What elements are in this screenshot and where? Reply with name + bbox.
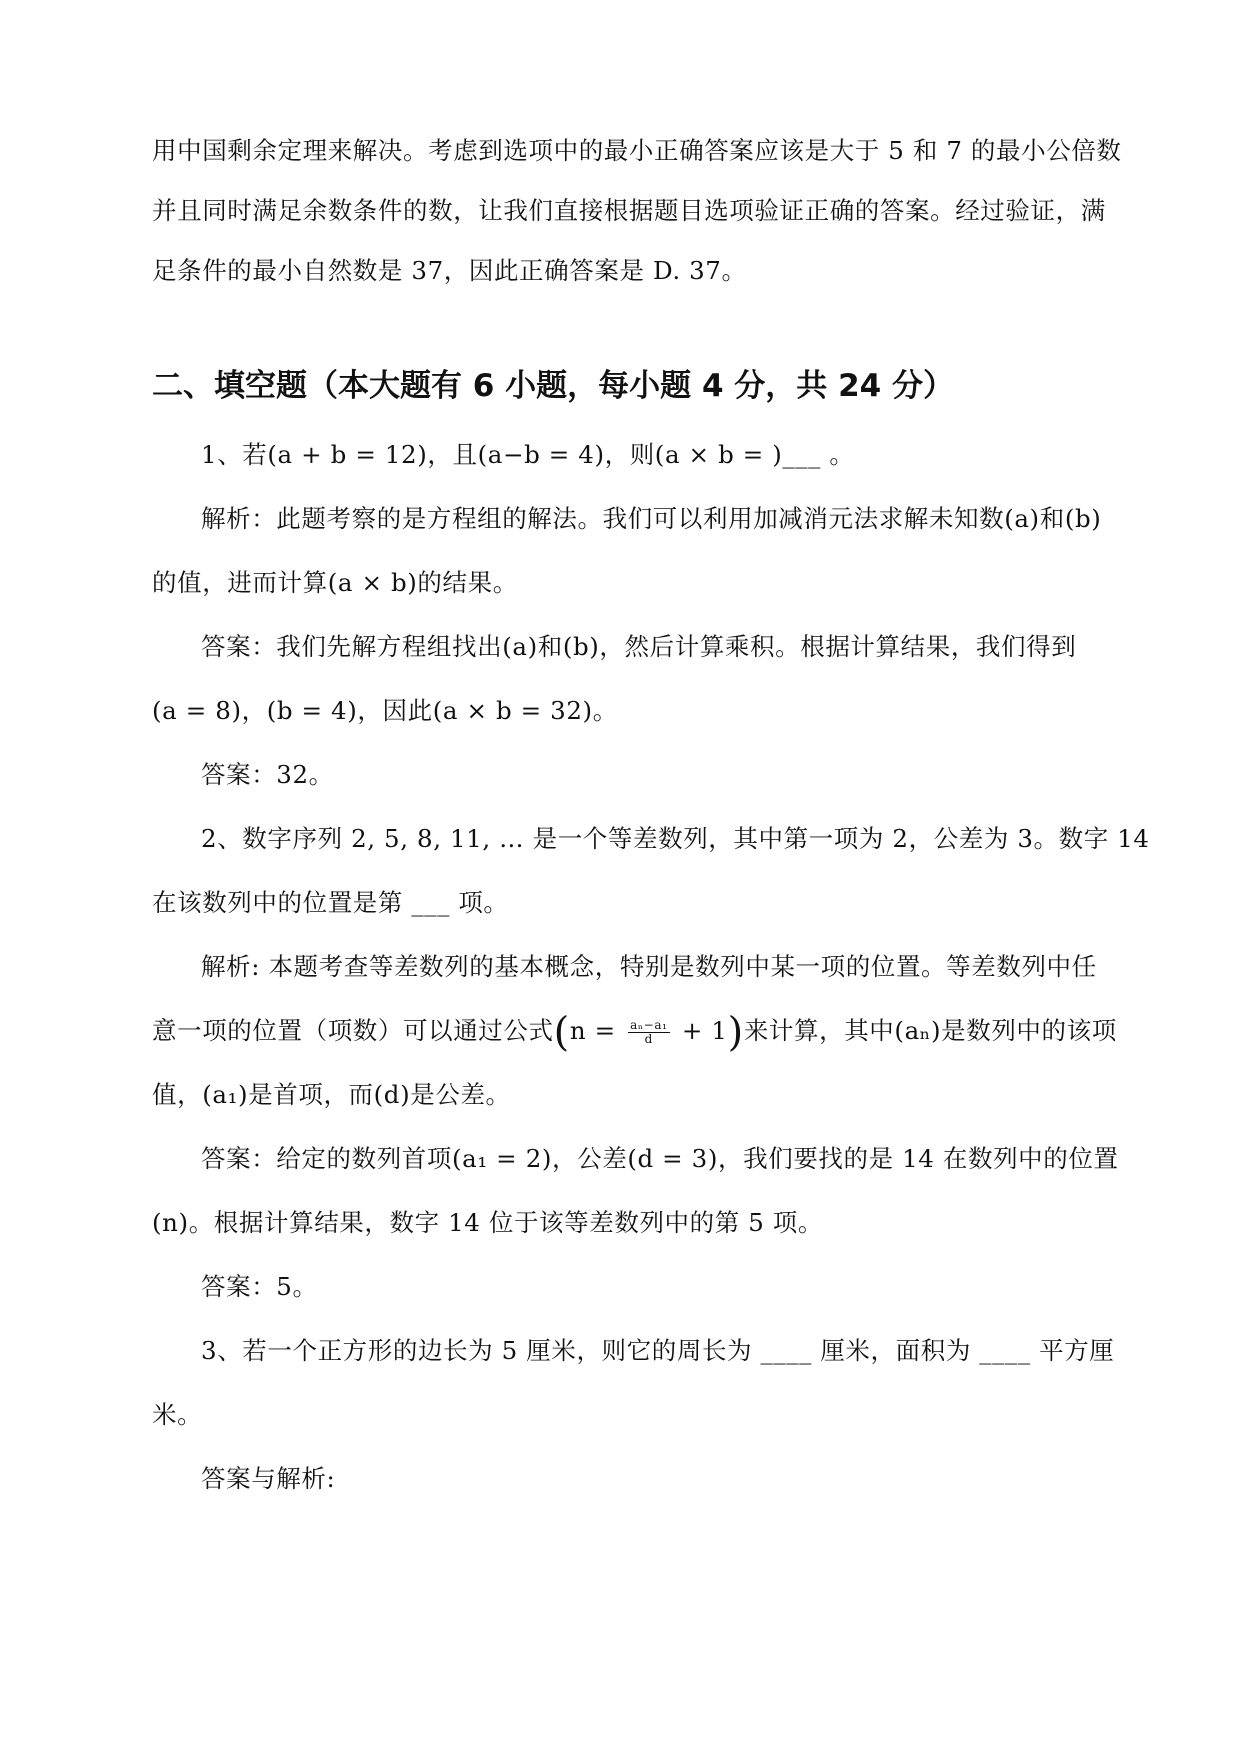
intro-line-1: 用中国剩余定理来解决。考虑到选项中的最小正确答案应该是大于 5 和 7 的最小公倍数 bbox=[152, 136, 1122, 165]
formula-n: n = bbox=[569, 1016, 625, 1045]
q2-analysis-line-3: 值，(a₁)是首项，而(d)是公差。 bbox=[152, 1080, 511, 1109]
intro-line-2: 并且同时满足余数条件的数，让我们直接根据题目选项验证正确的答案。经过验证，满 bbox=[152, 196, 1106, 225]
q2-question-line-2: 在该数列中的位置是第 ___ 项。 bbox=[152, 888, 509, 917]
q3-question-line-1: 3、若一个正方形的边长为 5 厘米，则它的周长为 ____ 厘米，面积为 ____ 平方厘 bbox=[201, 1336, 1115, 1365]
q3-answer-heading: 答案与解析: bbox=[201, 1464, 336, 1493]
q1-analysis-line-1: 解析：此题考察的是方程组的解法。我们可以利用加减消元法求解未知数(a)和(b) bbox=[201, 504, 1102, 533]
q2-final-answer: 答案：5。 bbox=[201, 1272, 318, 1301]
q2-analysis-line-2 bbox=[152, 1009, 1117, 1056]
q2-analysis-line-1: 解析: 本题考查等差数列的基本概念，特别是数列中某一项的位置。等差数列中任 bbox=[201, 952, 1097, 981]
q1-answer-line-2: (a = 8)，(b = 4)，因此(a × b = 32)。 bbox=[152, 696, 618, 725]
formula-tail: + 1 bbox=[673, 1016, 728, 1045]
q3-question-line-2: 米。 bbox=[152, 1400, 203, 1429]
formula-close-paren: ) bbox=[727, 1009, 744, 1056]
formula-numerator: aₙ−a₁ bbox=[630, 1018, 668, 1032]
intro-line-3: 足条件的最小自然数是 37，因此正确答案是 D. 37。 bbox=[152, 256, 747, 285]
q2-analysis-line-2-post: 来计算，其中(aₙ)是数列中的该项 bbox=[743, 1016, 1117, 1045]
q2-analysis-line-2-pre: 意一项的位置（项数）可以通过公式 bbox=[152, 1016, 554, 1045]
q1-answer-line-1: 答案：我们先解方程组找出(a)和(b)，然后计算乘积。根据计算结果，我们得到 bbox=[201, 632, 1077, 661]
q1-final-answer: 答案：32。 bbox=[201, 760, 334, 789]
section-heading: 二、填空题（本大题有 6 小题，每小题 4 分，共 24 分） bbox=[152, 368, 955, 404]
q2-answer-line-2: (n)。根据计算结果，数字 14 位于该等差数列中的第 5 项。 bbox=[152, 1208, 824, 1237]
q1-question: 1、若(a + b = 12)，且(a−b = 4)，则(a × b = )___ 。 bbox=[201, 440, 855, 469]
q2-answer-line-1: 答案：给定的数列首项(a₁ = 2)，公差(d = 3)，我们要找的是 14 在数列中的位置 bbox=[201, 1144, 1119, 1173]
q2-question-line-1: 2、数字序列 2, 5, 8, 11, … 是一个等差数列，其中第一项为 2，公差为 3。数字 14 bbox=[201, 824, 1150, 853]
formula-open-paren: ( bbox=[553, 1009, 570, 1056]
formula-fraction bbox=[628, 1019, 669, 1046]
formula-denominator: d bbox=[644, 1032, 653, 1046]
q1-analysis-line-2: 的值，进而计算(a × b)的结果。 bbox=[152, 568, 518, 597]
